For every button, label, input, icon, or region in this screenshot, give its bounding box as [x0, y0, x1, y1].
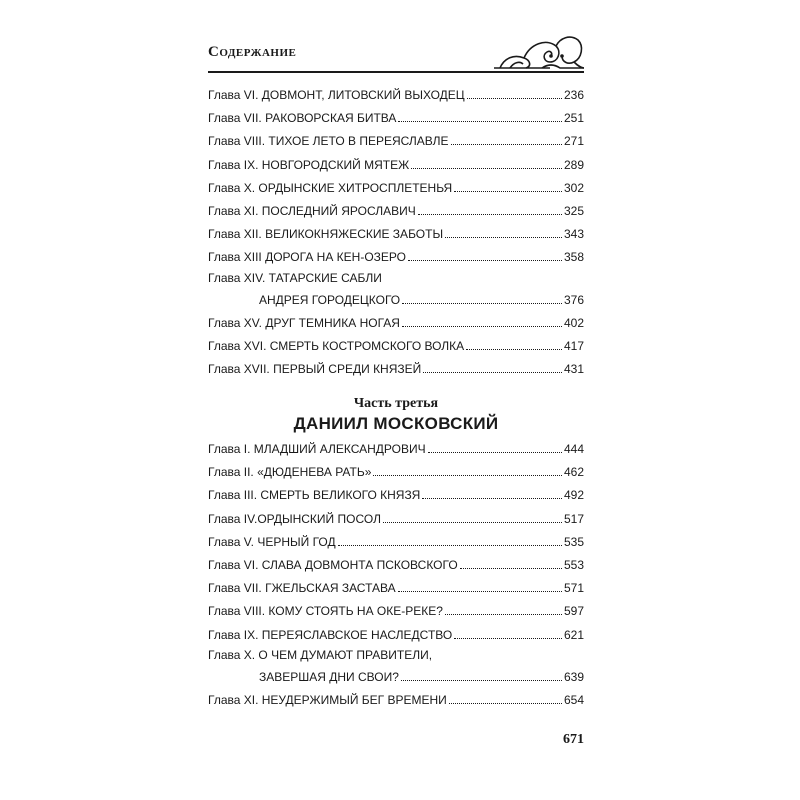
toc-entry-page: 654	[563, 692, 584, 707]
toc-entry-page: 271	[563, 134, 584, 149]
toc-entry	[208, 437, 584, 456]
toc-entry-page: 462	[563, 465, 584, 480]
toc-entry-title: Глава XIV. ТАТАРСКИЕ САБЛИ	[208, 270, 382, 285]
toc-entry-title: Глава VII. ГЖЕЛЬСКАЯ ЗАСТАВА	[208, 581, 396, 596]
toc-entry-page: 289	[563, 157, 584, 172]
toc-leader-dots	[411, 168, 562, 169]
toc-leader-dots	[338, 545, 562, 546]
toc-entry-page: 492	[563, 488, 584, 503]
toc-leader-dots	[449, 703, 562, 704]
toc-entry-page: 376	[563, 292, 584, 307]
running-head-title: Содержание	[208, 44, 297, 60]
toc-entry	[208, 599, 584, 618]
header-rule	[208, 71, 584, 73]
toc-leader-dots	[460, 568, 562, 569]
toc-entry-page: 553	[563, 557, 584, 572]
toc-entry-title: Глава VII. РАКОВОРСКАЯ БИТВА	[208, 111, 397, 126]
toc-entry-title: Глава XV. ДРУГ ТЕМНИКА НОГАЯ	[208, 315, 400, 330]
toc-leader-dots	[373, 475, 562, 476]
toc-entry-title: Глава IV.ОРДЫНСКИЙ ПОСОЛ	[208, 511, 381, 526]
part-title: ДАНИИЛ МОСКОВСКИЙ	[293, 414, 499, 433]
toc-entry-page: 431	[563, 362, 584, 377]
toc-leader-dots	[398, 591, 562, 592]
toc-entry-page: 571	[563, 581, 584, 596]
toc-list-part-3	[208, 437, 584, 711]
toc-leader-dots	[467, 98, 562, 99]
toc-entry	[208, 460, 584, 479]
toc-entry-page: 402	[563, 315, 584, 330]
page-number: 671	[563, 732, 584, 747]
toc-entry	[208, 176, 584, 195]
toc-entry-title: Глава XI. НЕУДЕРЖИМЫЙ БЕГ ВРЕМЕНИ	[208, 692, 447, 707]
toc-leader-dots	[451, 144, 562, 145]
toc-entry	[208, 269, 584, 307]
toc-entry	[208, 623, 584, 642]
toc-entry-title: Глава VIII. КОМУ СТОЯТЬ НА ОКЕ-РЕКЕ?	[208, 604, 443, 619]
toc-entry	[208, 688, 584, 707]
toc-entry-page: 343	[563, 227, 584, 242]
toc-leader-dots	[422, 498, 562, 499]
toc-entry-title: Глава XII. ВЕЛИКОКНЯЖЕСКИЕ ЗАБОТЫ	[208, 227, 444, 242]
toc-entry-page: 251	[563, 111, 584, 126]
toc-entry-title: Глава IX. НОВГОРОДСКИЙ МЯТЕЖ	[208, 157, 410, 172]
toc-entry-title-line2: ЗАВЕРШАЯ ДНИ СВОИ?	[259, 669, 399, 684]
toc-entry	[208, 357, 584, 376]
part-label: Часть третья	[353, 396, 439, 411]
toc-entry-continuation	[208, 288, 584, 307]
toc-leader-dots	[398, 121, 562, 122]
toc-entry-title: Глава IX. ПЕРЕЯСЛАВСКОЕ НАСЛЕДСТВО	[208, 627, 453, 642]
toc-entry-title: Глава X. О ЧЕМ ДУМАЮТ ПРАВИТЕЛИ,	[208, 647, 433, 662]
toc-entry-title: Глава XI. ПОСЛЕДНИЙ ЯРОСЛАВИЧ	[208, 203, 416, 218]
toc-entry-title: Глава I. МЛАДШИЙ АЛЕКСАНДРОВИЧ	[208, 442, 426, 456]
toc-entry-page: 621	[563, 627, 584, 642]
toc-entry	[208, 483, 584, 502]
toc-entry-page: 302	[563, 180, 584, 195]
toc-entry-title: Глава VIII. ТИХОЕ ЛЕТО В ПЕРЕЯСЛАВЛЕ	[208, 134, 449, 149]
toc-entry	[208, 576, 584, 595]
toc-entry-title: Глава X. ОРДЫНСКИЕ ХИТРОСПЛЕТЕНЬЯ	[208, 180, 453, 195]
toc-entry-page: 517	[563, 511, 584, 526]
toc-entry-title: Глава VI. ДОВМОНТ, ЛИТОВСКИЙ ВЫХОДЕЦ	[208, 88, 465, 102]
toc-entry-title-line2: АНДРЕЯ ГОРОДЕЦКОГО	[259, 292, 401, 307]
toc-leader-dots	[445, 614, 562, 615]
toc-entry-title: Глава III. СМЕРТЬ ВЕЛИКОГО КНЯЗЯ	[208, 488, 421, 503]
toc-leader-dots	[423, 372, 562, 373]
toc-entry-page: 417	[563, 338, 584, 353]
toc-entry-title: Глава V. ЧЕРНЫЙ ГОД	[208, 534, 336, 549]
toc-entry-title: Глава VI. СЛАВА ДОВМОНТА ПСКОВСКОГО	[208, 557, 458, 572]
toc-leader-dots	[454, 191, 562, 192]
toc-entry-page: 444	[563, 442, 584, 456]
toc-leader-dots	[402, 303, 562, 304]
toc-entry-title: Глава XVI. СМЕРТЬ КОСТРОМСКОГО ВОЛКА	[208, 338, 465, 353]
toc-entry-title: Глава XIII ДОРОГА НА КЕН-ОЗЕРО	[208, 250, 406, 265]
toc-entry	[208, 507, 584, 526]
toc-leader-dots	[445, 237, 562, 238]
toc-entry	[208, 222, 584, 241]
toc-entry	[208, 311, 584, 330]
toc-entry	[208, 245, 584, 264]
toc-entry-page: 236	[563, 88, 584, 102]
toc-entry	[208, 553, 584, 572]
toc-entry-title: Глава II. «ДЮДЕНЕВА РАТЬ»	[208, 465, 372, 480]
toc-leader-dots	[418, 214, 562, 215]
toc-entry	[208, 199, 584, 218]
toc-entry-page: 325	[563, 203, 584, 218]
toc-entry-page: 535	[563, 534, 584, 549]
toc-leader-dots	[454, 638, 562, 639]
ornament-icon	[490, 28, 586, 72]
toc-leader-dots	[428, 452, 562, 453]
toc-leader-dots	[466, 349, 562, 350]
toc-leader-dots	[383, 522, 562, 523]
toc-list-part-2	[208, 83, 584, 380]
toc-entry	[208, 106, 584, 125]
toc-leader-dots	[408, 260, 562, 261]
toc-entry	[208, 334, 584, 353]
toc-entry-title: Глава XVII. ПЕРВЫЙ СРЕДИ КНЯЗЕЙ	[208, 362, 422, 377]
toc-leader-dots	[402, 326, 562, 327]
toc-entry	[208, 530, 584, 549]
toc-entry-page: 358	[563, 250, 584, 265]
toc-entry-page: 639	[563, 669, 584, 684]
toc-entry	[208, 129, 584, 148]
toc-entry	[208, 646, 584, 684]
toc-entry-continuation	[208, 665, 584, 684]
toc-entry	[208, 83, 584, 102]
toc-entry	[208, 153, 584, 172]
toc-entry-page: 597	[563, 604, 584, 619]
toc-leader-dots	[401, 680, 562, 681]
